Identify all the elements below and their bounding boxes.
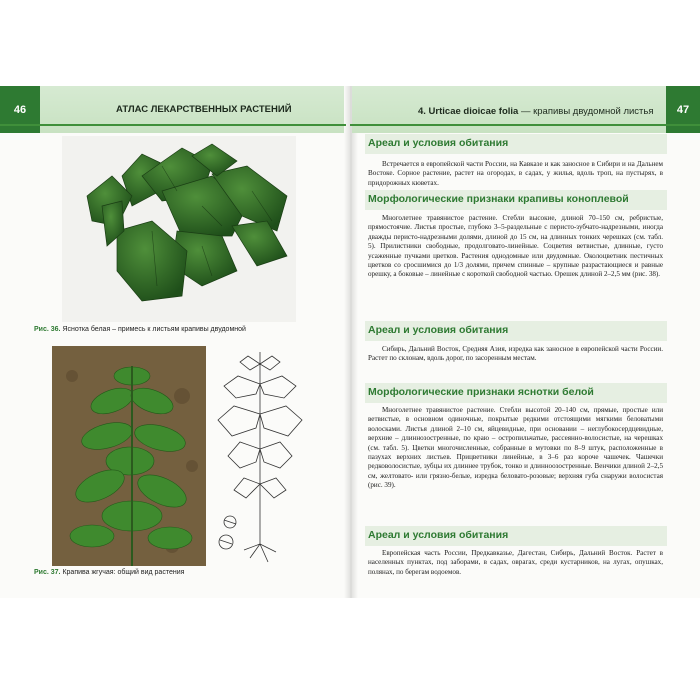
section-4-heading: Морфологические признаки яснотки белой: [368, 386, 594, 398]
figure-37-label: Рис. 37.: [34, 569, 61, 576]
right-header-rule: [350, 124, 700, 126]
figure-36-label: Рис. 36.: [34, 326, 61, 333]
right-header-latin: 4. Urticae dioicae folia: [418, 106, 519, 117]
section-2-heading: Морфологические признаки крапивы коноплевой: [368, 193, 629, 205]
right-header-russian: — крапивы двудомной листья: [518, 106, 654, 117]
right-page-number: 47: [666, 86, 700, 133]
section-3-text: Сибирь, Дальний Восток, Средняя Азия, изредка как заносное в европейской части России. Растет по склонам, вдоль дорог, по засоренным местам.: [368, 345, 663, 363]
right-header-title: [418, 106, 654, 117]
left-header-title: АТЛАС ЛЕКАРСТВЕННЫХ РАСТЕНИЙ: [116, 104, 292, 115]
book-gutter: [344, 86, 358, 598]
figure-37-text: Крапива жгучая: общий вид растения: [62, 569, 185, 576]
section-3-heading: Ареал и условия обитания: [368, 324, 509, 336]
figure-37-drawing: [210, 344, 308, 568]
section-5-text: Европейская часть России, Предкавказье, Дагестан, Сибирь, Дальний Восток. Растет в населенных пунктах, под заборами, в садах, оврагах, среди кустарников, на лугах, опушках, полянах, по берегам водоемов.: [368, 549, 663, 576]
section-5-heading: Ареал и условия обитания: [368, 529, 509, 541]
figure-36-caption: [34, 326, 344, 333]
figure-37-photo: [52, 346, 206, 566]
section-1-heading: Ареал и условия обитания: [368, 137, 509, 149]
section-2-text: Многолетнее травянистое растение. Стебли высокие, длиной 70–150 см, ребристые, прямостоячие. Листья простые, глубоко 3–5-раздельные с перисто-зубчато-надрезными, иногда дважды перисто-надрезными долями, длиной до 15 см, на длинных тонких черешках (см. табл. 5). Прилистники свободные, продолговато-линейные. Соцветия ветвистые, длинные, густо усаженные пучками цветков. Растения однодомные или двудомные. Околоцветник пестичных цветков со сросшимися до 1/3 долями, причем спинные – крупные разрастающиеся и равные орешку, а боковые – линейные с короткой свободной частью. Орешек длиной 2–2,5 мм (рис. 38).: [368, 214, 663, 279]
left-page-number: 46: [0, 86, 40, 133]
left-header-rule: [0, 124, 346, 126]
section-4-text: Многолетнее травянистое растение. Стебли высотой 20–140 см, прямые, простые или ветвистые, в основном одиночные, покрытые редкими отстоящими мягкими беловатыми волосками. Листья длиной 2–10 см, яйцевидные, при основании – неглубокосердцевидные, верхние – длиннозостренные, по краю – остропильчатые, рассеянно-волосистые, на черешках (см. табл. 5). Цветки многочисленные, собранные в мутовки по 8–9 штук, расположенные в пазухах верхних листьев. Прицветники линейные, в 3–6 раз короче чашечек. Чашечки редковолосистые, зубцы их длиннее трубок, тонко и длинноозостренные. Венчики длиной 2–2,5 см, желтовато- или грязно-белые, изредка беловато-розовые; верхняя губа снаружи волосистая (рис. 39).: [368, 406, 663, 490]
section-1-text: Встречается в европейской части России, на Кавказе и как заносное в Сибири и на Дальнем Востоке. Сорное растение, растет на огородах, в садах, у жилья, вдоль троп, на пустырях, в придорожных кюветах.: [368, 160, 663, 187]
figure-37-caption: [34, 569, 344, 576]
figure-36-photo: [62, 136, 296, 322]
figure-36-text: Яснотка белая – примесь к листьям крапивы двудомной: [62, 326, 246, 333]
